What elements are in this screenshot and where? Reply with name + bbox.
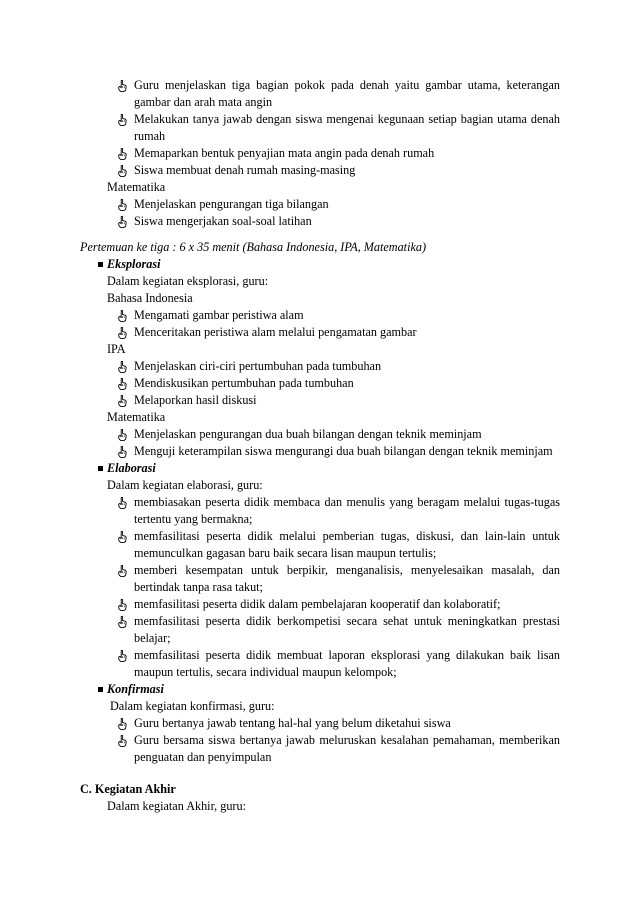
pointing-hand-icon — [116, 613, 128, 630]
pointing-hand-icon — [116, 375, 128, 392]
square-bullet-icon — [98, 262, 103, 267]
pointing-hand-icon — [116, 162, 128, 179]
pointing-hand-icon — [116, 562, 128, 579]
list-item: Menjelaskan ciri-ciri pertumbuhan pada tumbuhan — [0, 358, 560, 375]
list-item: Menjelaskan pengurangan dua buah bilangan dengan teknik meminjam — [0, 426, 560, 443]
top-list — [0, 77, 638, 230]
list-item: Guru bertanya jawab tentang hal-hal yang belum diketahui siswa — [0, 715, 560, 732]
meeting-title: Pertemuan ke tiga : 6 x 35 menit (Bahasa Indonesia, IPA, Matematika) — [80, 240, 427, 254]
list-item: memfasilitasi peserta didik dalam pembelajaran kooperatif dan kolaboratif; — [0, 596, 560, 613]
konfirmasi-intro: Dalam kegiatan konfirmasi, guru: — [110, 699, 275, 713]
list-item: membiasakan peserta didik membaca dan menulis yang beragam melalui tugas-tugas tertentu yang bermakna; — [0, 494, 560, 528]
pointing-hand-icon — [116, 647, 128, 664]
pointing-hand-icon — [116, 528, 128, 545]
list-item: Mengamati gambar peristiwa alam — [0, 307, 560, 324]
list-item: Memaparkan bentuk penyajian mata angin pada denah rumah — [0, 145, 560, 162]
subject-label: Matematika — [107, 410, 166, 424]
list-item: memfasilitasi peserta didik melalui pemberian tugas, diskusi, dan lain-lain untuk memunculkan gagasan baru baik secara lisan maupun tertulis; — [0, 528, 560, 562]
pointing-hand-icon — [116, 307, 128, 324]
pointing-hand-icon — [116, 77, 128, 94]
list-item: memfasilitasi peserta didik berkompetisi secara sehat untuk meningkatkan prestasi belajar; — [0, 613, 560, 647]
list-item: Siswa membuat denah rumah masing-masing — [0, 162, 560, 179]
list-item: memberi kesempatan untuk berpikir, menganalisis, menyelesaikan masalah, dan bertindak tanpa rasa takut; — [0, 562, 560, 596]
list-item: Guru menjelaskan tiga bagian pokok pada denah yaitu gambar utama, keterangan gambar dan arah mata angin — [0, 77, 560, 111]
elaborasi-heading: Elaborasi — [0, 460, 638, 477]
pointing-hand-icon — [116, 732, 128, 749]
list-item: Menjelaskan pengurangan tiga bilangan — [0, 196, 560, 213]
eksplorasi-intro: Dalam kegiatan eksplorasi, guru: — [107, 274, 269, 288]
section-c-title: C. Kegiatan Akhir — [80, 782, 176, 796]
list-item: Guru bersama siswa bertanya jawab meluruskan kesalahan pemahaman, memberikan penguatan dan penyimpulan — [0, 732, 560, 766]
list-item: Mendiskusikan pertumbuhan pada tumbuhan — [0, 375, 560, 392]
pointing-hand-icon — [116, 324, 128, 341]
pointing-hand-icon — [116, 426, 128, 443]
subject-label: IPA — [107, 342, 126, 356]
subject-label: Bahasa Indonesia — [107, 291, 193, 305]
pointing-hand-icon — [116, 392, 128, 409]
section-c — [0, 781, 638, 815]
pointing-hand-icon — [116, 596, 128, 613]
eksplorasi-heading: Eksplorasi — [0, 256, 638, 273]
square-bullet-icon — [98, 466, 103, 471]
pointing-hand-icon — [116, 111, 128, 128]
pointing-hand-icon — [116, 494, 128, 511]
list-item: Melaporkan hasil diskusi — [0, 392, 560, 409]
pointing-hand-icon — [116, 715, 128, 732]
pointing-hand-icon — [116, 358, 128, 375]
list-item: memfasilitasi peserta didik membuat laporan eksplorasi yang dilakukan baik lisan maupun tertulis, secara individual maupun kelompok; — [0, 647, 560, 681]
square-bullet-icon — [98, 687, 103, 692]
list-item: Menguji keterampilan siswa mengurangi dua buah bilangan dengan teknik meminjam — [0, 443, 560, 460]
pointing-hand-icon — [116, 145, 128, 162]
list-item: Menceritakan peristiwa alam melalui pengamatan gambar — [0, 324, 560, 341]
konfirmasi-heading: Konfirmasi — [0, 681, 638, 698]
elaborasi-intro: Dalam kegiatan elaborasi, guru: — [107, 478, 263, 492]
subject-label: Matematika — [107, 180, 166, 194]
pointing-hand-icon — [116, 443, 128, 460]
pointing-hand-icon — [116, 196, 128, 213]
pointing-hand-icon — [116, 213, 128, 230]
meeting-three-section — [0, 239, 638, 766]
list-item: Siswa mengerjakan soal-soal latihan — [0, 213, 560, 230]
list-item: Melakukan tanya jawab dengan siswa mengenai kegunaan setiap bagian utama denah rumah — [0, 111, 560, 145]
section-c-intro: Dalam kegiatan Akhir, guru: — [107, 799, 246, 813]
